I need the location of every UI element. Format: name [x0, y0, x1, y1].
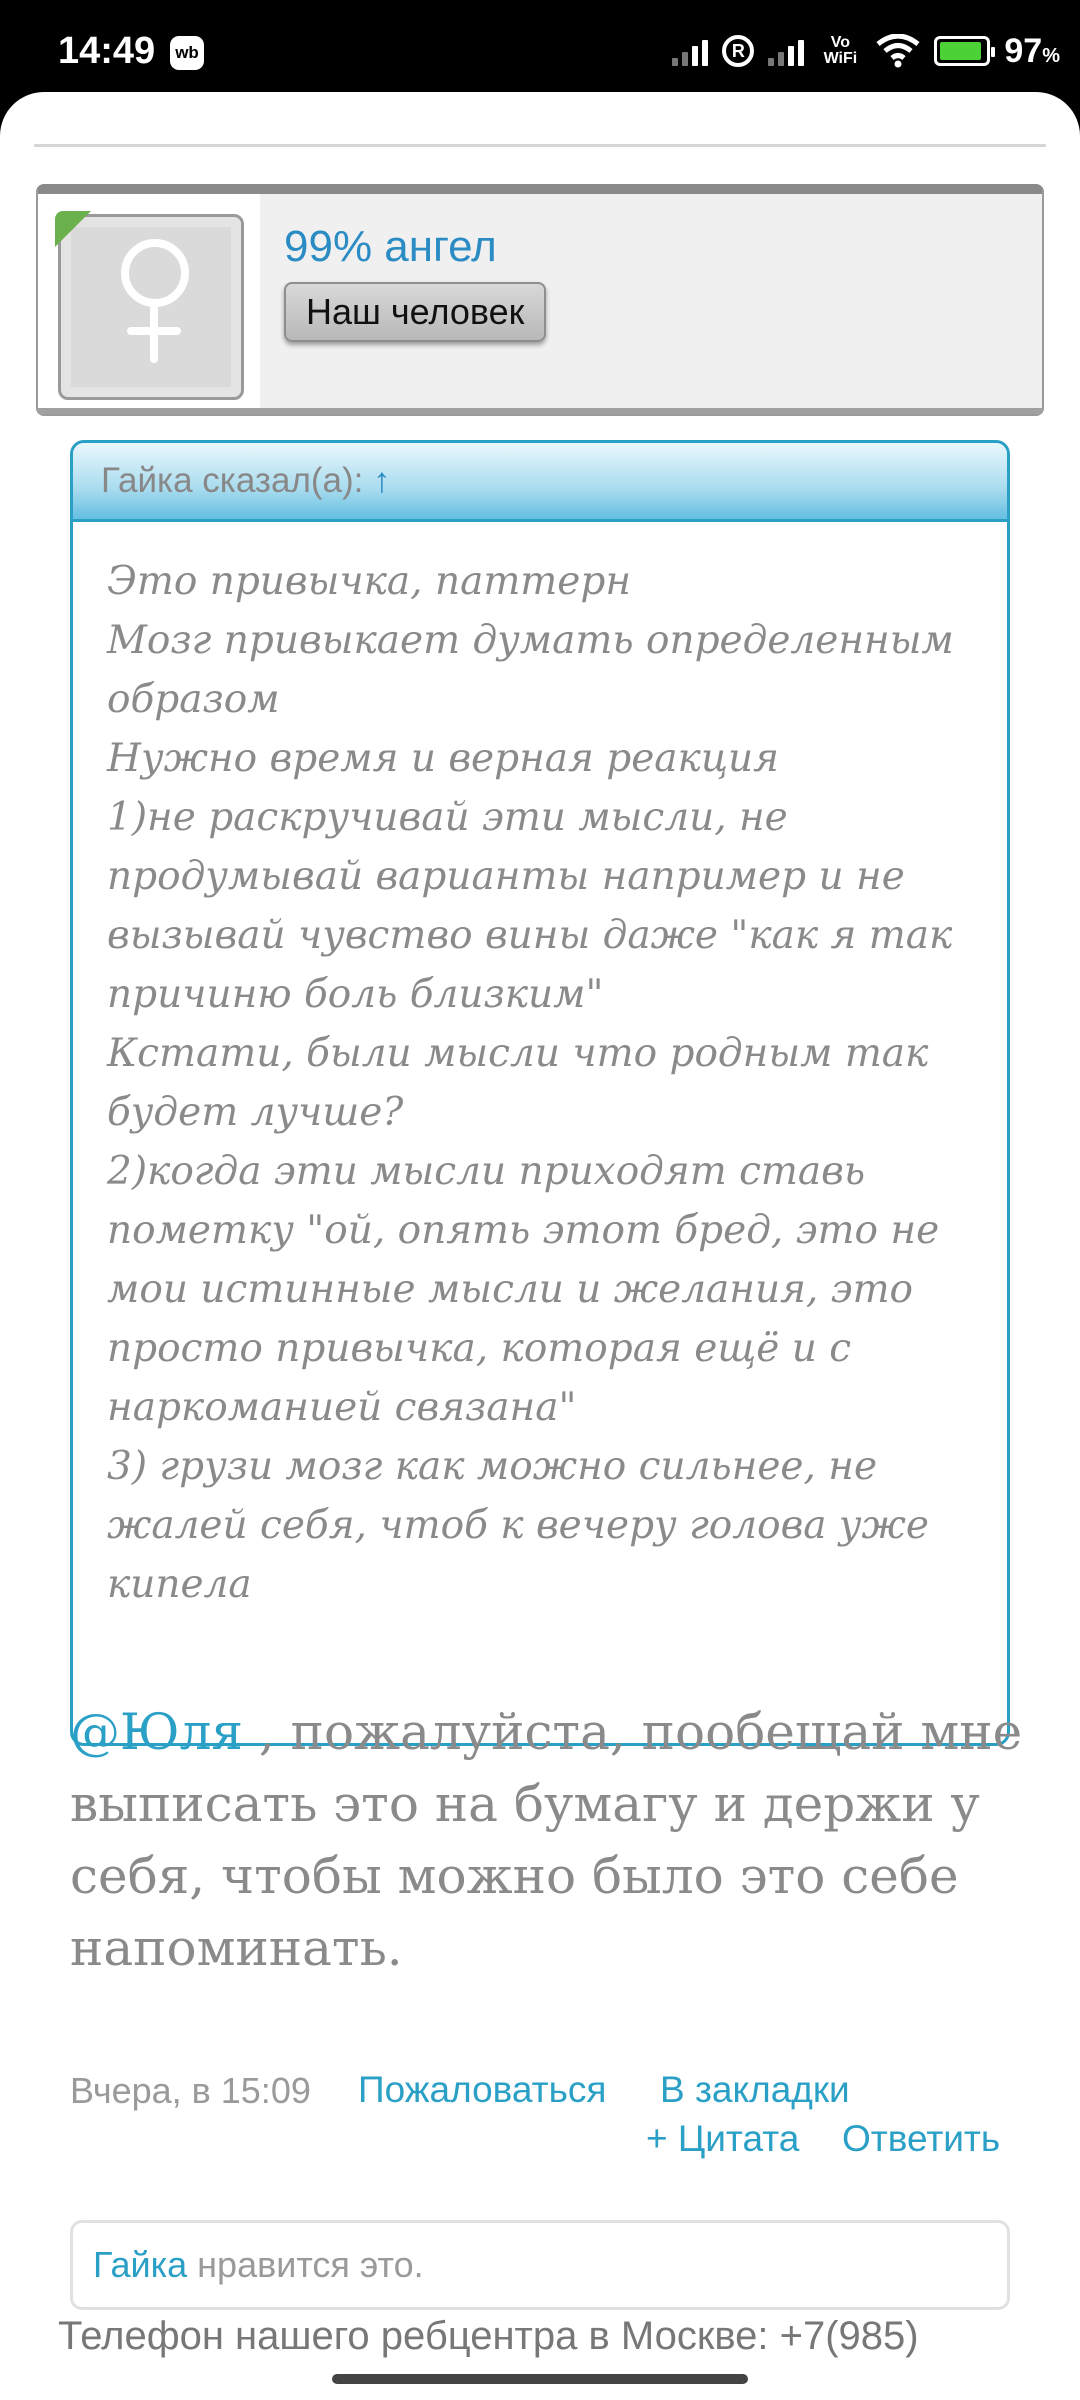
- status-bar: [0, 0, 1080, 96]
- battery-icon: [934, 36, 990, 66]
- female-symbol-icon: [121, 239, 189, 307]
- reply-link[interactable]: Ответить: [842, 2118, 1001, 2159]
- vowifi-icon: Vo WiFi: [823, 34, 858, 67]
- report-link[interactable]: Пожаловаться: [358, 2069, 607, 2110]
- mention-link[interactable]: @Юля: [70, 1703, 243, 1761]
- user-title-badge: Наш человек: [284, 282, 546, 342]
- online-status-icon: [55, 211, 91, 247]
- divider: [34, 144, 1046, 147]
- battery-percent: 97%: [1004, 31, 1060, 70]
- status-time: 14:49: [58, 30, 156, 72]
- username-link[interactable]: 99% ангел: [284, 222, 497, 271]
- signal-icon-2: [768, 36, 804, 66]
- quote-block: [70, 440, 1010, 1746]
- jump-to-quote-icon[interactable]: ↑: [373, 461, 391, 500]
- quote-header: [73, 443, 1007, 522]
- likes-text: нравится это.: [187, 2244, 424, 2285]
- message-body: [70, 1696, 1030, 1984]
- bookmark-link[interactable]: В закладки: [660, 2069, 850, 2110]
- liker-link[interactable]: Гайка: [93, 2244, 188, 2285]
- bottom-text: Телефон нашего ребцентра в Москве: +7(985): [58, 2314, 919, 2358]
- post-timestamp: Вчера, в 15:09: [70, 2070, 311, 2111]
- quote-author: Гайка сказал(а):: [101, 461, 364, 500]
- registered-icon: R: [722, 35, 754, 67]
- page-sheet: [0, 92, 1080, 2400]
- status-icons: [672, 26, 1060, 76]
- signal-icon: [672, 36, 708, 66]
- avatar[interactable]: [58, 214, 244, 400]
- quote-text: Это привычка, паттерн Мозг привыкает думать определенным образом Нужно время и верная реакция 1)не раскручивай эти мысли, не продумывай варианты например и не вызывай чувство вины даже "как я так причиню боль близким" Кстати, были мысли что родным так будет лучше? 2)когда эти мысли приходят ставь пометку "ой, опять этот бред, это не мои истинные мысли и желания, это просто привычка, которая ещё и с наркоманией связана" 3) грузи мозг как можно сильнее, не жалей себя, чтоб к вечеру голова уже кипела: [107, 559, 954, 1607]
- wb-app-icon: wb: [170, 36, 204, 70]
- message-text: , пожалуйста, пообещай мне выписать это на бумагу и держи у себя, чтобы можно было это себе напоминать.: [70, 1703, 1023, 1977]
- home-indicator[interactable]: [332, 2374, 748, 2384]
- user-card: [36, 184, 1044, 416]
- wifi-icon: [876, 34, 920, 68]
- avatar-frame: [38, 194, 260, 408]
- quote-link[interactable]: + Цитата: [646, 2118, 800, 2159]
- likes-bar: [70, 2220, 1010, 2310]
